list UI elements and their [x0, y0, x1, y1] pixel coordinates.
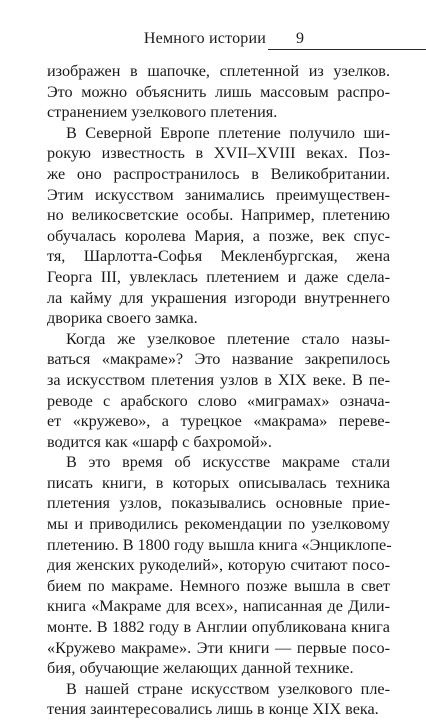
text-line: Этим искусством занимались преимуществен- [47, 185, 390, 204]
text-line: плетения узлов, показывались основные прие- [47, 494, 390, 513]
text-line: бия, обучающие желающих данной технике. [47, 659, 354, 678]
text-line: водится как «шарф с бахромой». [47, 432, 272, 451]
text-line: ваться «макраме»? Это название закрепилось [47, 350, 390, 369]
paragraph [47, 679, 390, 720]
body-text [47, 61, 390, 720]
text-line: за искусством плетения узлов в XIX веке. В пе- [47, 370, 390, 389]
paragraph [47, 452, 390, 679]
text-line: изображен в шапочке, сплетенной из узелков. [47, 62, 390, 80]
text-line: В Северной Европе плетение получило ши- [66, 123, 390, 142]
header-rule [268, 49, 426, 50]
running-header [0, 30, 426, 50]
text-line: плетению. В 1800 году вышла книга «Энциклопе- [47, 535, 392, 554]
text-line: ла кайму для украшения изгороди внутреннего [47, 288, 390, 307]
text-line: бием по макраме. Немного позже вышла в свет [47, 576, 390, 595]
text-line: дворика своего замка. [47, 309, 198, 328]
paragraph [47, 329, 390, 453]
text-line: же оно распространилось в Великобритании. [47, 164, 390, 183]
text-line: но великосветские особы. Например, плетению [47, 206, 390, 225]
text-line: обучалась королева Мария, а позже, век спус- [47, 226, 390, 245]
text-line: тя, Шарлотта-Софья Мекленбургская, жена [47, 247, 390, 266]
text-line: дия женских рукоделий», которую считают посо- [47, 556, 390, 575]
text-line: В это время об искусстве макраме стали [66, 453, 390, 472]
paragraph [47, 123, 390, 329]
text-line: рокую известность в XVII–XVIII веках. Поз- [47, 144, 390, 163]
text-line: странением узелкового плетения. [47, 103, 278, 122]
text-line: тения заинтересовались лишь в конце XIX века. [47, 700, 379, 719]
paragraph [47, 61, 390, 123]
text-line: Когда же узелковое плетение стало назы- [66, 329, 390, 348]
text-line: В нашей стране искусством узелкового пле- [66, 679, 390, 698]
text-line: мы и приводились рекомендации по узелковому [47, 515, 390, 534]
text-line: Это можно объяснить лишь массовым распро- [47, 82, 390, 101]
text-line: писать книги, в которых описывалась техника [47, 473, 390, 492]
text-line: реводе с арабского слово «миграмах» означа- [47, 391, 390, 410]
text-line: ет «кружево», а турецкое «макрама» переве- [47, 412, 390, 431]
text-line: книга «Макраме для всех», написанная де Дили- [47, 597, 390, 616]
text-line: Георга III, увлеклась плетением и даже сдела- [47, 267, 390, 286]
text-line: монте. В 1882 году в Англии опубликована книга [47, 618, 390, 637]
text-line: «Кружево макраме». Эти книги — первые посо- [47, 638, 390, 657]
chapter-title: Немного истории [143, 30, 266, 47]
page-number: 9 [296, 30, 304, 47]
